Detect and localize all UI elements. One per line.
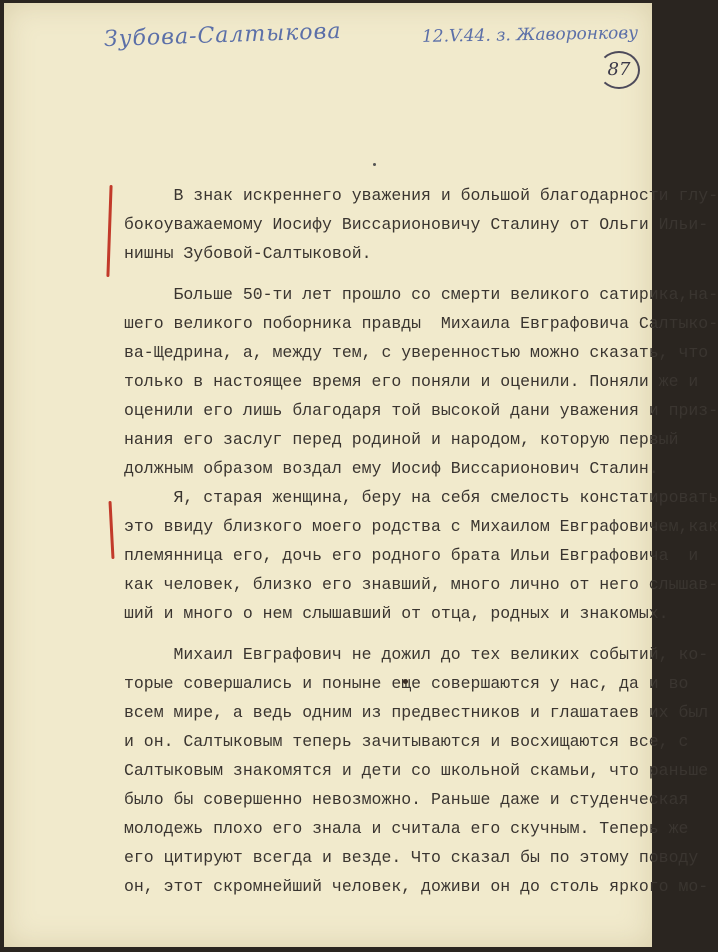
handwritten-date-annotation: 12.V.44. з. Жаворонкову	[421, 23, 639, 47]
text-line: нишны Зубовой-Салтыковой.	[124, 244, 372, 263]
text-line: Салтыковым знакомятся и дети со школьной скамьи, что раньше	[124, 761, 709, 780]
text-line: оценили его лишь благодаря той высокой дани уважения и приз-	[124, 401, 718, 420]
document-page	[4, 3, 718, 947]
text-line: Я, старая женщина, беру на себя смелость констатировать	[124, 488, 718, 507]
text-line: Больше 50-ти лет прошло со смерти великого сатирика,на-	[124, 285, 718, 304]
text-line: бокоуважаемому Иосифу Виссарионовичу Сталину от Ольги Ильи-	[124, 215, 709, 234]
text-line: это ввиду близкого моего родства с Михаилом Евграфовичем,как	[124, 517, 718, 536]
page-number-circled: 87	[598, 51, 640, 89]
text-line: должным образом воздал ему Иосиф Виссарионович Сталин.	[124, 459, 659, 478]
text-line: нания его заслуг перед родиной и народом, которую первый	[124, 430, 679, 449]
red-margin-mark-icon	[108, 501, 114, 559]
text-line: Михаил Евграфович не дожил до тех великих событий, ко-	[124, 645, 709, 664]
text-line: молодежь плохо его знала и считала его скучным. Теперь же	[124, 819, 689, 838]
text-line: шего великого поборника правды Михаила Евграфовича Салтыко-	[124, 314, 718, 333]
text-line: только в настоящее время его поняли и оценили. Поняли же и	[124, 372, 699, 391]
text-line: В знак искреннего уважения и большой благодарности глу-	[124, 186, 718, 205]
text-line: ший и много о нем слышавший от отца, родных и знакомых.	[124, 604, 669, 623]
text-line: было бы совершенно невозможно. Раньше даже и студенческая	[124, 790, 689, 809]
handwritten-name-annotation: Зубова-Салтыкова	[103, 18, 342, 53]
text-line: торые совершались и поныне еще совершаются у нас, да и во	[124, 674, 689, 693]
text-line: всем мире, а ведь одним из предвестников и глашатаев их был	[124, 703, 709, 722]
red-margin-mark-icon	[106, 185, 112, 277]
text-line: он, этот скромнейший человек, доживи он до столь яркого мо-	[124, 877, 709, 896]
text-line: ва-Щедрина, а, между тем, с уверенностью можно сказать, что	[124, 343, 709, 362]
text-line: и он. Салтыковым теперь зачитываются и восхищаются все, с	[124, 732, 689, 751]
ink-dot-decoration	[373, 163, 376, 166]
text-line: его цитируют всегда и везде. Что сказал бы по этому поводу	[124, 848, 699, 867]
text-line: племянница его, дочь его родного брата Ильи Евграфовича и	[124, 546, 699, 565]
text-line: как человек, близко его знавший, много лично от него слышав-	[124, 575, 718, 594]
